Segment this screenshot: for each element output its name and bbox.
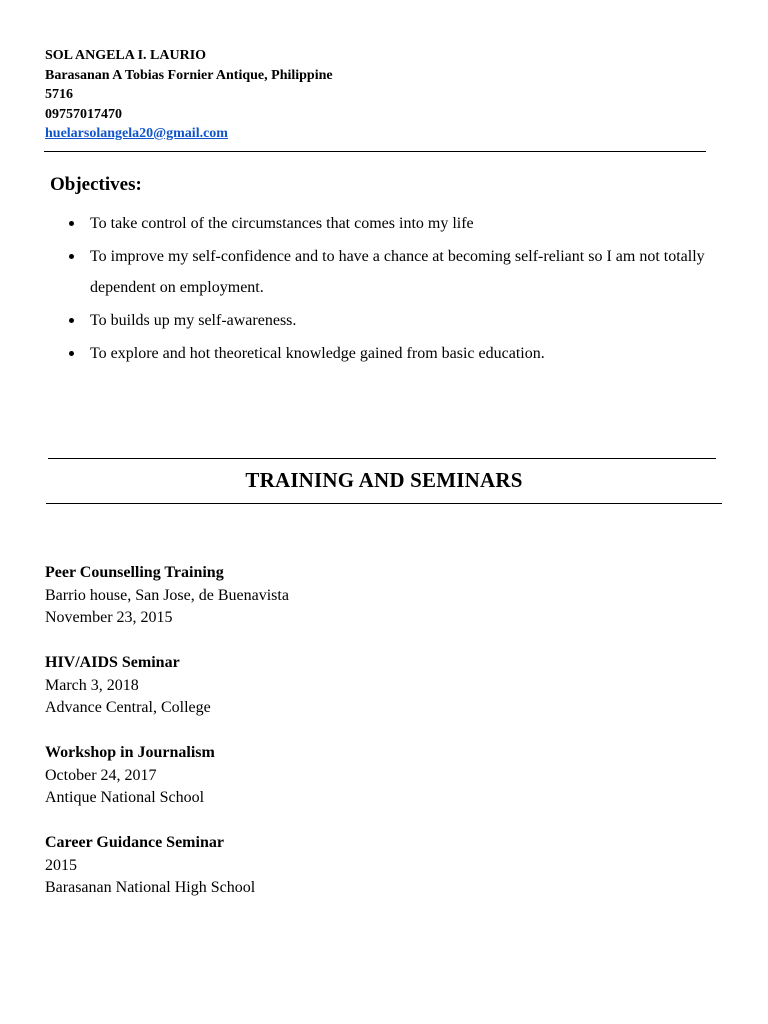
objectives-list <box>90 208 730 371</box>
training-detail: March 3, 2018 <box>45 676 139 694</box>
training-section-title: TRAINING AND SEMINARS <box>245 468 523 492</box>
training-entry <box>45 562 289 630</box>
header-divider <box>44 151 706 152</box>
training-detail: Advance Central, College <box>45 699 211 716</box>
phone-number: 09757017470 <box>45 106 122 122</box>
training-detail: October 24, 2017 <box>45 766 157 784</box>
training-detail: 2015 <box>45 856 77 874</box>
objective-item: To improve my self-confidence and to have a chance at becoming self-reliant so I am not totally dependent on employment. <box>90 241 730 303</box>
training-detail: Barrio house, San Jose, de Buenavista <box>45 586 289 604</box>
zip-code: 5716 <box>45 87 73 102</box>
training-entry <box>45 742 289 810</box>
objective-item: To builds up my self-awareness. <box>90 305 730 336</box>
training-list <box>45 562 289 922</box>
objective-item: To take control of the circumstances that comes into my life <box>90 208 730 239</box>
training-entry <box>45 652 289 720</box>
section-top-divider <box>48 458 716 459</box>
applicant-name: SOL ANGELA I. LAURIO <box>45 48 207 63</box>
section-bottom-divider <box>46 503 722 504</box>
training-name: Workshop in Journalism <box>45 744 215 761</box>
training-name: Peer Counselling Training <box>45 564 224 581</box>
contact-header <box>45 46 333 144</box>
objective-item: To explore and hot theoretical knowledge gained from basic education. <box>90 338 730 369</box>
training-name: Career Guidance Seminar <box>45 834 224 851</box>
training-detail: Barasanan National High School <box>45 879 256 896</box>
email-link[interactable]: huelarsolangela20@gmail.com <box>45 126 228 141</box>
training-name: HIV/AIDS Seminar <box>45 654 180 671</box>
training-detail: November 23, 2015 <box>45 609 173 626</box>
training-entry <box>45 832 289 900</box>
address: Barasanan A Tobias Fornier Antique, Philippine <box>45 67 333 83</box>
objectives-heading: Objectives: <box>50 174 142 195</box>
training-detail: Antique National School <box>45 789 205 806</box>
